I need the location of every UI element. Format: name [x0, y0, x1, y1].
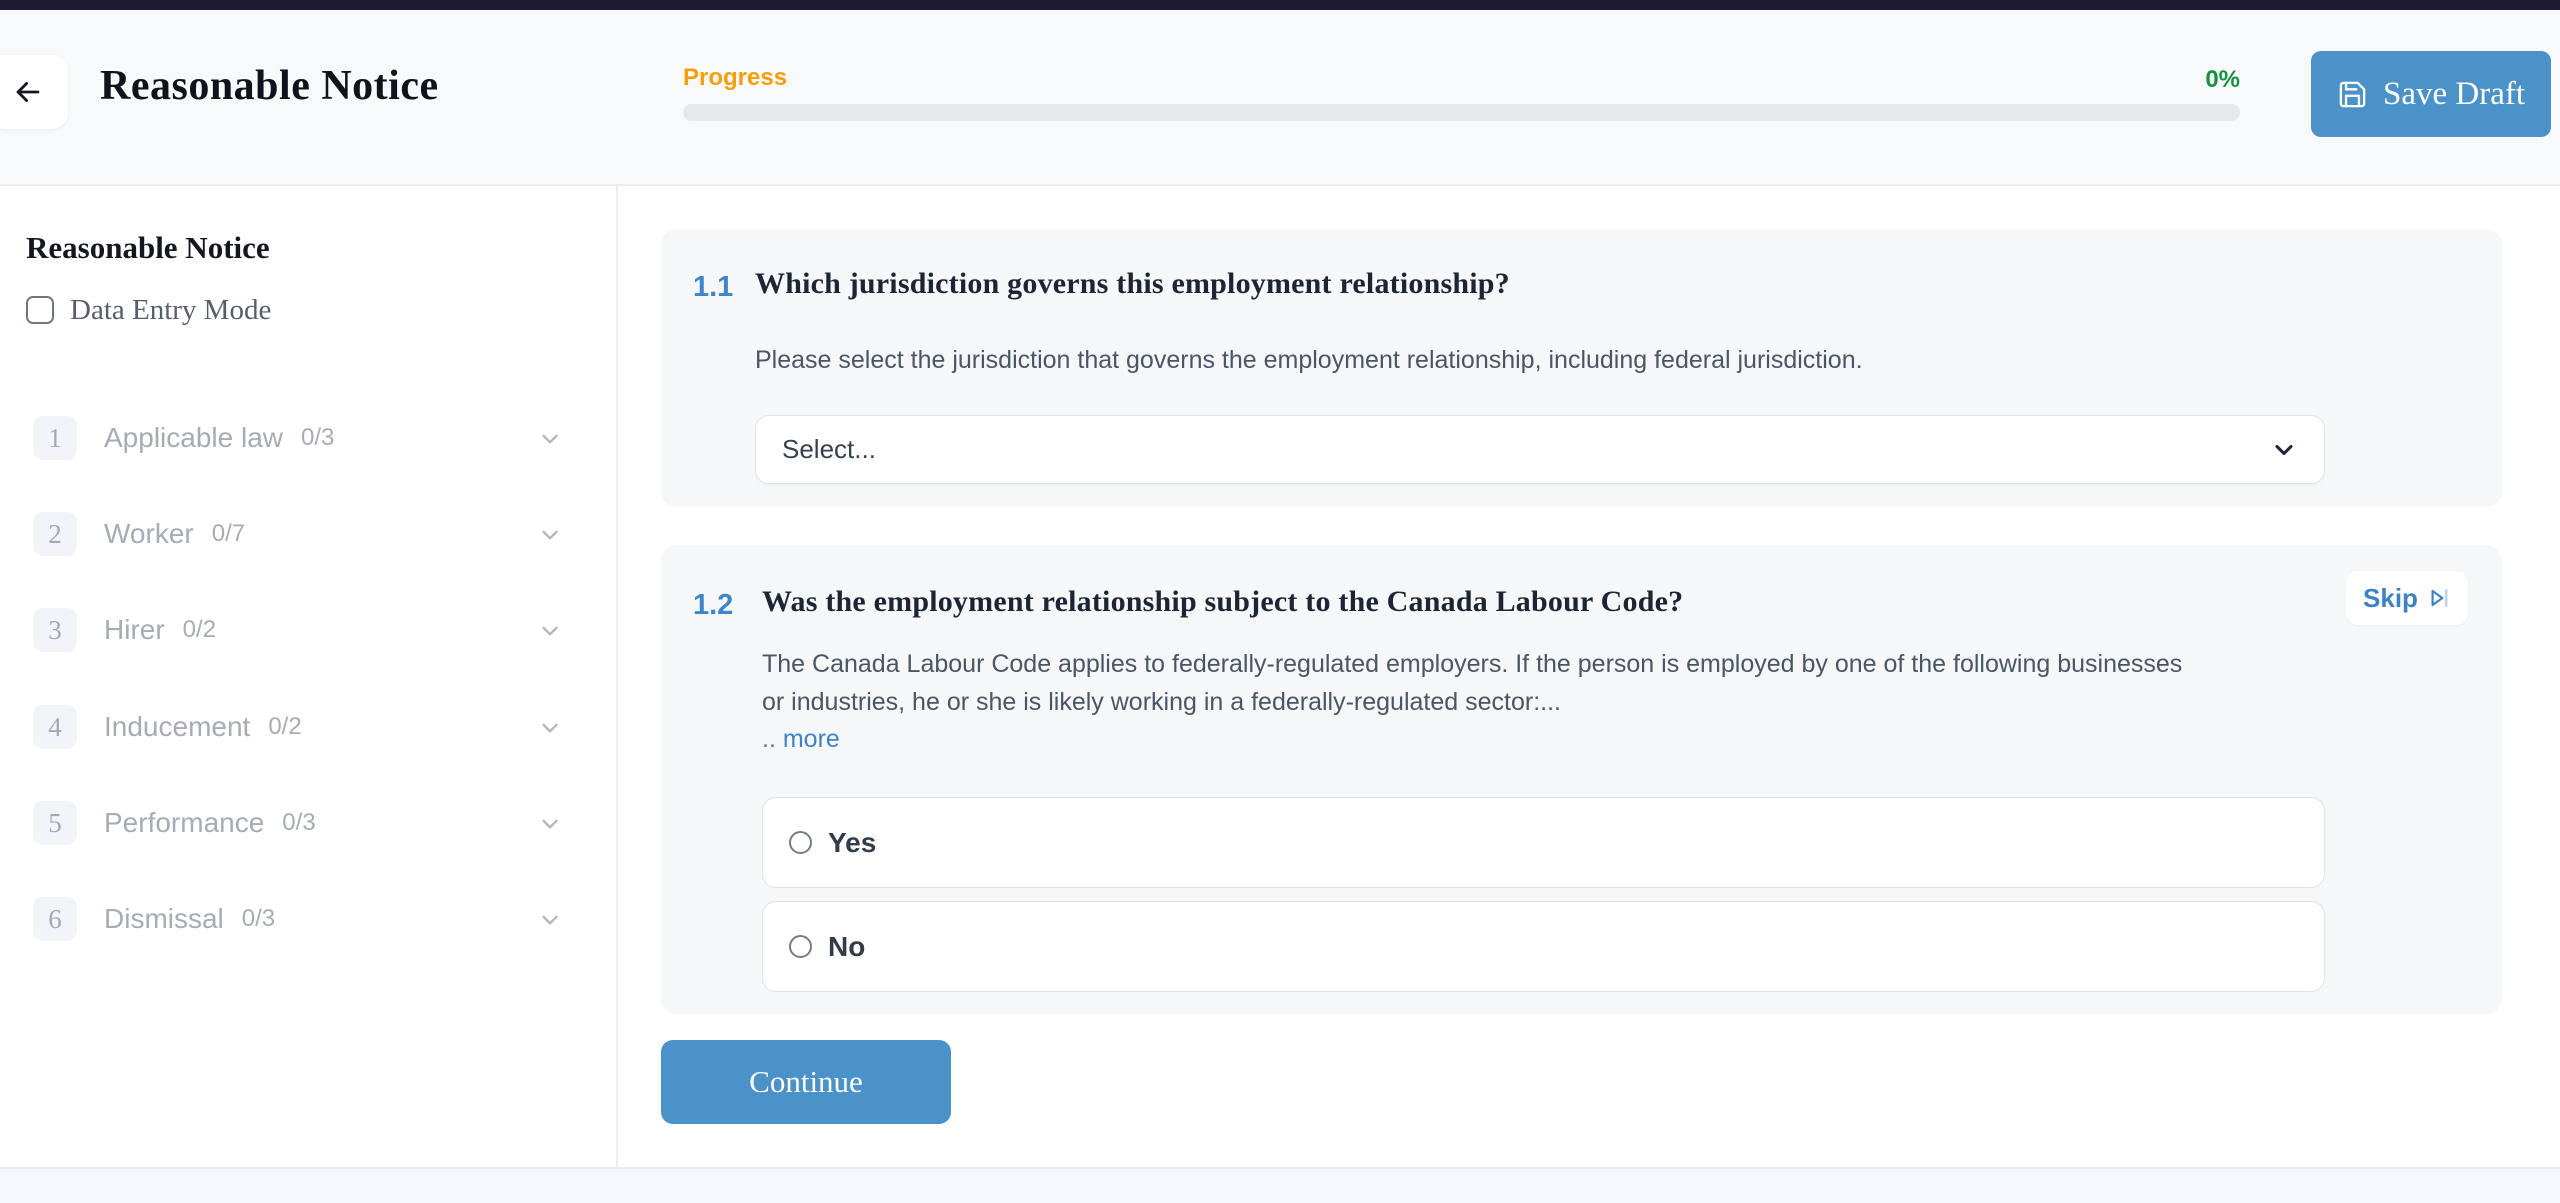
sidebar	[0, 186, 618, 1169]
section-label: Dismissal	[104, 903, 224, 934]
jurisdiction-select[interactable]	[755, 415, 2325, 484]
section-count: 0/3	[241, 905, 276, 932]
progress-section	[683, 64, 2240, 134]
skip-next-icon	[2425, 585, 2451, 611]
question-number: 1.1	[693, 271, 734, 303]
skip-label: Skip	[2363, 582, 2418, 613]
sidebar-item-performance[interactable]	[0, 795, 618, 851]
section-label: Applicable law	[104, 422, 283, 453]
option-yes[interactable]	[762, 797, 2325, 888]
section-count: 0/3	[301, 424, 335, 451]
option-label: Yes	[828, 826, 877, 858]
section-number-badge: 5	[33, 801, 77, 845]
sidebar-title: Reasonable Notice	[26, 230, 270, 265]
option-no[interactable]	[762, 901, 2325, 992]
chevron-down-icon	[537, 907, 563, 933]
question-text: Was the employment relationship subject to the Canada Labour Code?	[762, 585, 1684, 618]
chevron-down-icon	[537, 426, 563, 452]
back-button[interactable]	[0, 55, 68, 129]
top-accent-bar	[0, 0, 2560, 10]
save-draft-button[interactable]	[2311, 51, 2551, 137]
sidebar-item-inducement[interactable]	[0, 699, 618, 755]
question-description: Please select the jurisdiction that governs the employment relationship, including federal jurisdiction.	[755, 346, 1863, 374]
chevron-down-icon	[537, 618, 563, 644]
section-count: 0/2	[182, 616, 217, 643]
chevron-down-icon	[537, 522, 563, 548]
sidebar-item-applicable-law[interactable]	[0, 410, 618, 466]
question-number: 1.2	[693, 589, 734, 621]
section-number-badge: 1	[33, 416, 77, 460]
section-number-badge: 4	[33, 705, 77, 749]
progress-label: Progress	[683, 64, 788, 91]
arrow-left-icon	[11, 75, 45, 109]
section-label: Performance	[104, 807, 265, 838]
section-count: 0/7	[211, 520, 246, 547]
radio-icon[interactable]	[789, 831, 812, 854]
chevron-down-icon	[537, 715, 563, 741]
description-line-2: or industries, he or she is likely working in a federally-regulated sector:...	[762, 688, 1561, 716]
select-placeholder: Select...	[782, 434, 876, 464]
progress-percent: 0%	[2205, 66, 2240, 93]
section-label: Hirer	[104, 614, 165, 645]
save-icon	[2337, 79, 2368, 110]
sidebar-item-hirer[interactable]	[0, 602, 618, 658]
checkbox-icon[interactable]	[26, 296, 54, 324]
page-title: Reasonable Notice	[100, 63, 439, 109]
section-number-badge: 3	[33, 608, 77, 652]
question-description	[762, 645, 2182, 721]
radio-icon[interactable]	[789, 935, 812, 958]
question-text: Which jurisdiction governs this employment relationship?	[755, 267, 1510, 300]
main-content	[618, 186, 2560, 1169]
chevron-down-icon	[2270, 436, 2298, 464]
section-number-badge: 2	[33, 512, 77, 556]
section-count: 0/3	[282, 809, 316, 836]
question-card-1-1	[661, 229, 2502, 507]
section-label: Worker	[104, 518, 194, 549]
section-count: 0/2	[268, 713, 302, 740]
question-card-1-2	[661, 545, 2502, 1014]
chevron-down-icon	[537, 811, 563, 837]
skip-button[interactable]	[2346, 571, 2468, 625]
progress-bar	[683, 104, 2240, 121]
sidebar-item-worker[interactable]	[0, 506, 618, 562]
option-label: No	[828, 930, 866, 962]
sidebar-item-dismissal[interactable]	[0, 891, 618, 947]
continue-button[interactable]: Continue	[661, 1040, 951, 1124]
section-label: Inducement	[104, 711, 251, 742]
data-entry-mode-label: Data Entry Mode	[70, 293, 272, 326]
description-line-1: The Canada Labour Code applies to federally-regulated employers. If the person is employed by one of the following businesses	[762, 650, 2183, 678]
save-draft-label: Save Draft	[2382, 75, 2526, 112]
section-number-badge: 6	[33, 897, 77, 941]
data-entry-mode-toggle[interactable]	[26, 290, 271, 330]
more-link[interactable]: .. more	[762, 725, 840, 753]
header	[0, 10, 2560, 186]
